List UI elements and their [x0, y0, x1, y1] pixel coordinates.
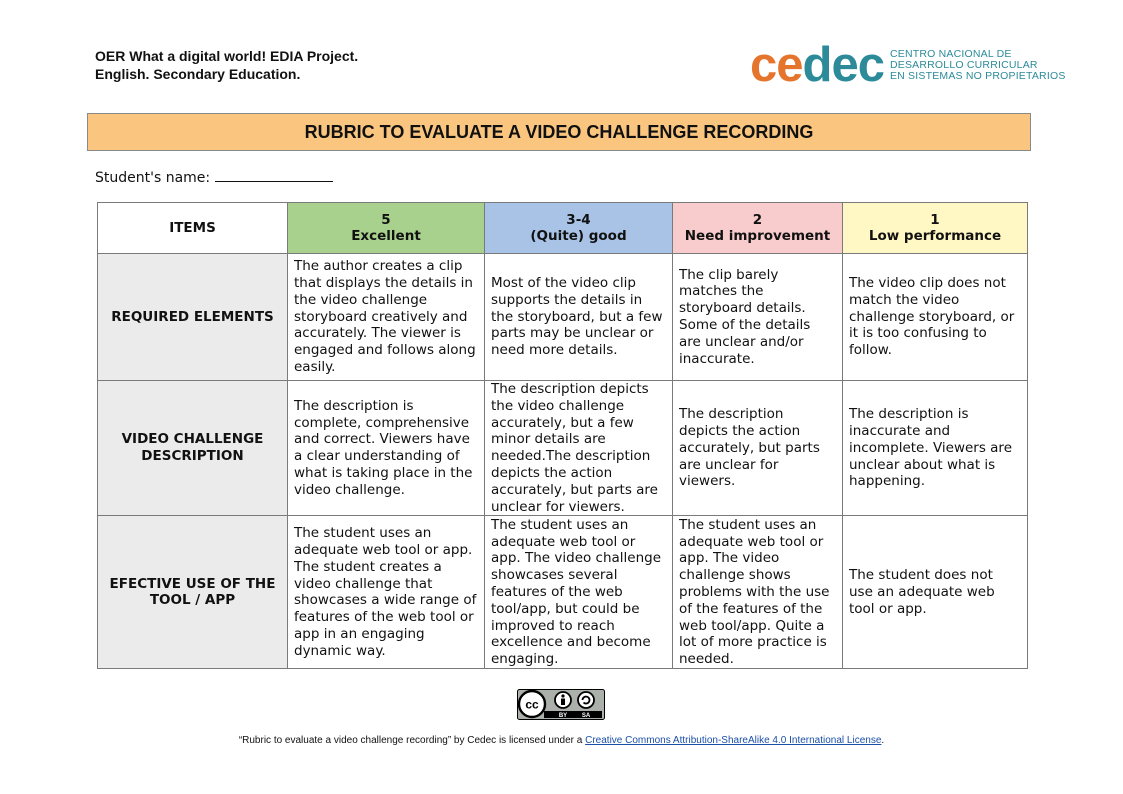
student-name-line [95, 168, 333, 186]
student-name-blank [215, 168, 333, 182]
cell-excellent: The student uses an adequate web tool or app. The student creates a video challenge that showcases a wide range of features of the web tool or app in an engaging dynamic way. [288, 516, 485, 669]
by-person-body [561, 699, 565, 706]
cell-low-performance: The video clip does not match the video challenge storyboard, or it is too confusing to follow. [843, 254, 1028, 381]
header-excellent: 5 Excellent [288, 203, 485, 254]
table-row [98, 381, 1028, 516]
header-quite-good: 3-4 (Quite) good [485, 203, 673, 254]
footer-end: . [881, 735, 885, 746]
by-person-head [561, 694, 564, 697]
cell-need-improvement: The description depicts the action accurately, but parts are unclear for viewers. [673, 381, 843, 516]
cedec-logo [750, 38, 1066, 92]
rubric-table [97, 202, 1028, 669]
license-footer [0, 735, 1123, 746]
cell-quite-good: The description depicts the video challenge accurately, but a few minor details are needed.The description depicts the action accurately, but parts are unclear for viewers. [485, 381, 673, 516]
logo-wordmark: cedec [750, 38, 884, 92]
row-item-effective-use: EFECTIVE USE OF THE TOOL / APP [98, 516, 288, 669]
row-item-required-elements: REQUIRED ELEMENTS [98, 254, 288, 381]
badge-label-strip [544, 711, 602, 718]
rubric-title: RUBRIC TO EVALUATE A VIDEO CHALLENGE RECORDING [87, 113, 1031, 151]
logo-subtitle: CENTRO NACIONAL DE DESARROLLO CURRICULAR EN SISTEMAS NO PROPIETARIOS [889, 47, 1066, 82]
sa-label: SA [581, 713, 591, 719]
table-header-row [98, 203, 1028, 254]
cell-quite-good: Most of the video clip supports the details in the storyboard, but a few parts may be unclear or need more details. [485, 254, 673, 381]
cell-need-improvement: The student uses an adequate web tool or app. The video challenge shows problems with the use of the features of the web tool/app. Quite a lot of more practice is needed. [673, 516, 843, 669]
document-header [95, 47, 358, 83]
by-label: BY [558, 713, 568, 719]
cell-low-performance: The student does not use an adequate web tool or app. [843, 516, 1028, 669]
cc-by-sa-badge[interactable] [517, 689, 605, 720]
header-need-improvement: 2 Need improvement [673, 203, 843, 254]
header-items: ITEMS [98, 203, 288, 254]
table-row [98, 516, 1028, 669]
cell-need-improvement: The clip barely matches the storyboard details. Some of the details are unclear and/or inaccurate. [673, 254, 843, 381]
cell-quite-good: The student uses an adequate web tool or app. The video challenge showcases several features of the web tool/app, but could be improved to reach excellence and become engaging. [485, 516, 673, 669]
header-line-1: OER What a digital world! EDIA Project. [95, 48, 359, 64]
license-link[interactable]: Creative Commons Attribution-ShareAlike 4.0 International License [585, 735, 882, 746]
footer-text: “Rubric to evaluate a video challenge recording” by Cedec is licensed under a [238, 735, 586, 746]
header-line-2: English. Secondary Education. [95, 66, 301, 82]
row-item-video-challenge-description: VIDEO CHALLENGE DESCRIPTION [98, 381, 288, 516]
table-row [98, 254, 1028, 381]
sa-icon [578, 692, 594, 708]
cell-excellent: The description is complete, comprehensive and correct. Viewers have a clear understanding of what is taking place in the video challenge. [288, 381, 485, 516]
cell-low-performance: The description is inaccurate and incomplete. Viewers are unclear about what is happening. [843, 381, 1028, 516]
cc-icon-text: cc [525, 697, 539, 712]
student-name-label: Student's name: [95, 170, 211, 186]
cell-excellent: The author creates a clip that displays the details in the video challenge storyboard creatively and accurately. The viewer is engaged and follows along easily. [288, 254, 485, 381]
header-low-performance: 1 Low performance [843, 203, 1028, 254]
